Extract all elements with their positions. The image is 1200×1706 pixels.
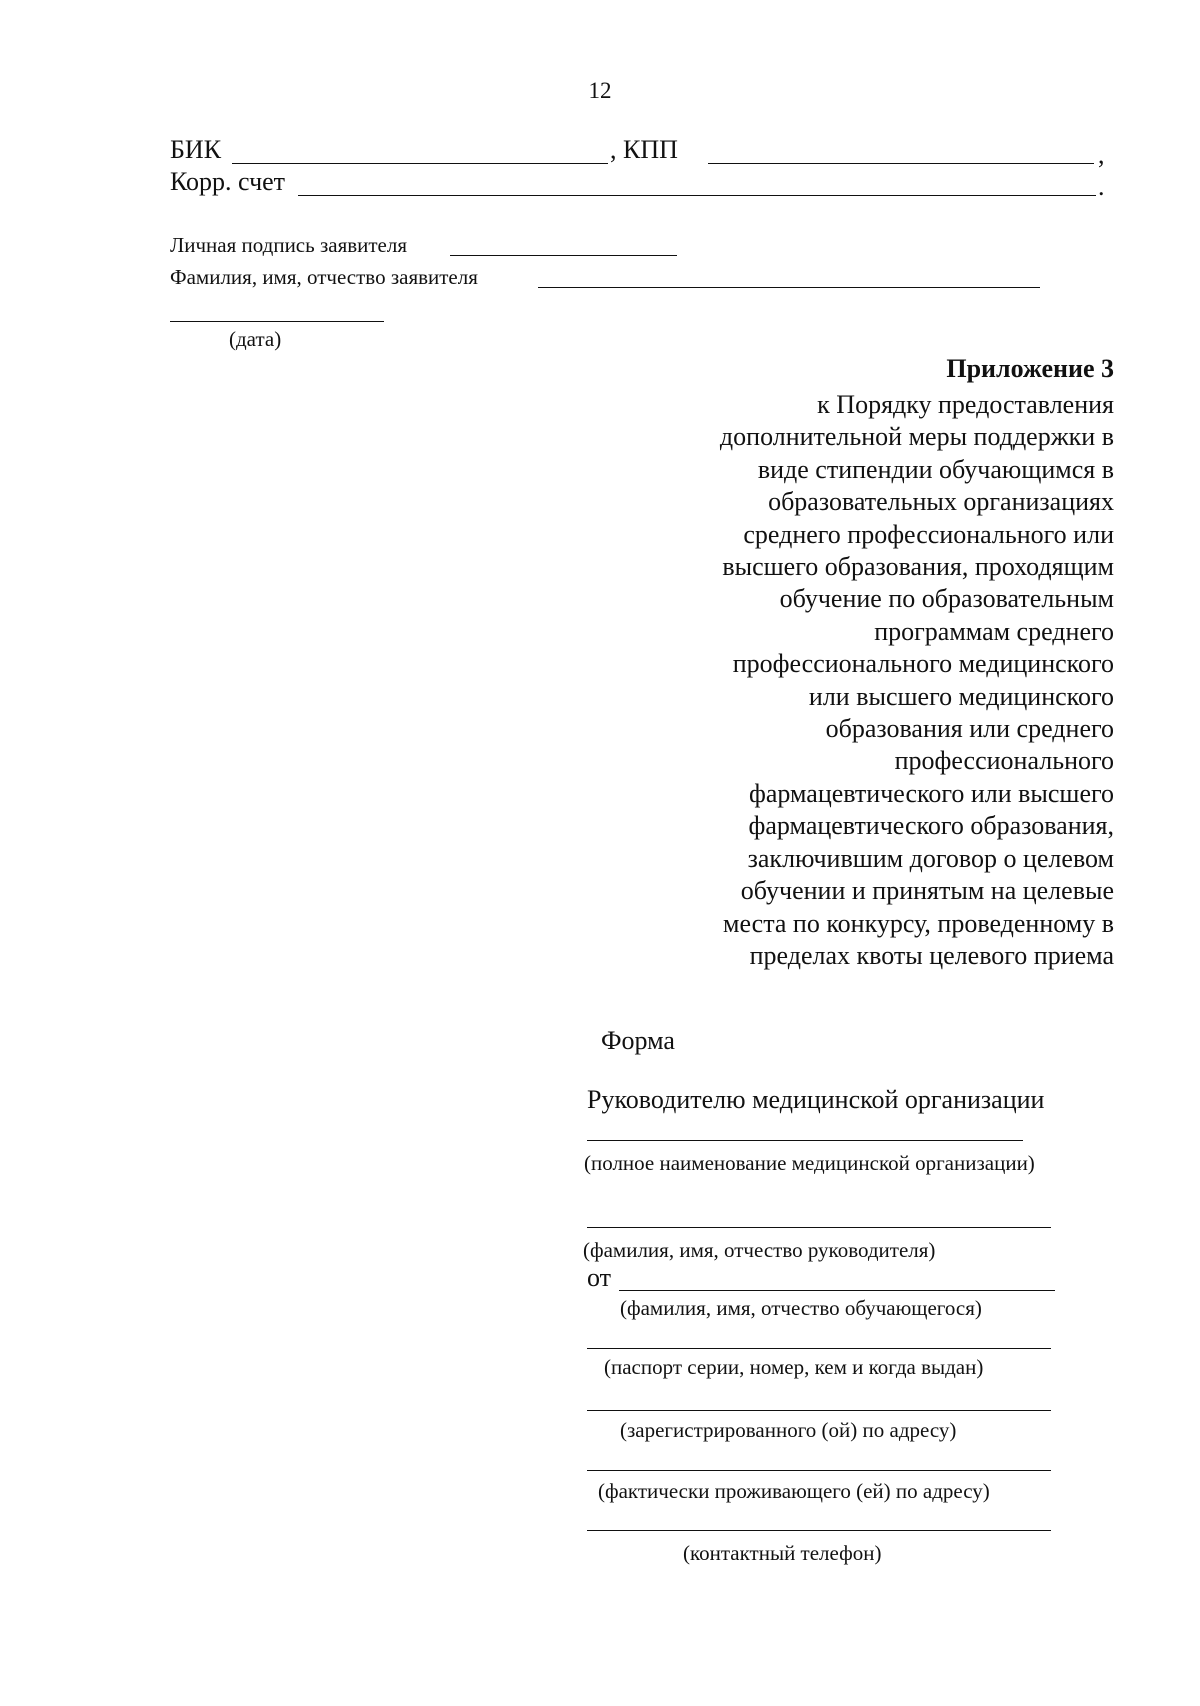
appendix-caption-line: места по конкурсу, проведенному в <box>723 908 1114 938</box>
kpp-line-end: , <box>1098 140 1105 169</box>
date-caption: (дата) <box>229 327 282 351</box>
corr-account-end: . <box>1098 172 1105 201</box>
form-label: Форма <box>601 1026 675 1055</box>
passport-line <box>587 1348 1051 1349</box>
applicant-fio-label: Фамилия, имя, отчество заявителя <box>170 265 478 289</box>
passport-caption: (паспорт серии, номер, кем и когда выдан) <box>604 1355 984 1379</box>
student-fio-caption: (фамилия, имя, отчество обучающегося) <box>620 1296 982 1320</box>
appendix-caption-line: программам среднего <box>874 616 1114 646</box>
registered-address-caption: (зарегистрированного (ой) по адресу) <box>620 1418 957 1442</box>
appendix-caption-line: виде стипендии обучающимся в <box>757 454 1114 484</box>
actual-address-caption: (фактически проживающего (ей) по адресу) <box>598 1479 990 1503</box>
from-label: от <box>587 1263 612 1292</box>
student-fio-line <box>619 1290 1055 1291</box>
phone-line <box>587 1530 1051 1531</box>
head-fio-caption: (фамилия, имя, отчество руководителя) <box>583 1238 936 1262</box>
appendix-caption-line: обучение по образовательным <box>779 584 1114 614</box>
appendix-caption-line: профессионального <box>894 746 1114 776</box>
org-name-caption: (полное наименование медицинской организации) <box>584 1151 1035 1175</box>
appendix-caption <box>594 389 1114 972</box>
appendix-caption-line: среднего профессионального или <box>743 519 1114 549</box>
appendix-caption-line: пределах квоты целевого приема <box>749 940 1114 970</box>
bik-label: БИК <box>170 135 222 164</box>
appendix-caption-line: высшего образования, проходящим <box>722 552 1114 582</box>
corr-account-line <box>298 195 1096 196</box>
corr-account-label: Корр. счет <box>170 167 286 196</box>
applicant-fio-line <box>538 287 1040 288</box>
appendix-caption-line: профессионального медицинского <box>732 649 1114 679</box>
date-line <box>170 321 384 322</box>
appendix-caption-line: образовательных организациях <box>768 487 1114 517</box>
signature-line <box>450 255 677 256</box>
appendix-title: Приложение 3 <box>946 354 1114 383</box>
head-fio-line <box>587 1227 1051 1228</box>
appendix-caption-line: к Порядку предоставления <box>817 390 1114 419</box>
appendix-caption-line: фармацевтического или высшего <box>749 778 1114 808</box>
kpp-label: , КПП <box>610 135 678 164</box>
phone-caption: (контактный телефон) <box>683 1541 882 1565</box>
appendix-caption-line: образования или среднего <box>825 714 1114 744</box>
addressee-heading: Руководителю медицинской организации <box>587 1085 1045 1114</box>
appendix-caption-line: или высшего медицинского <box>808 681 1114 711</box>
org-name-line <box>587 1140 1023 1141</box>
bik-line <box>232 163 608 164</box>
page-number: 12 <box>588 78 612 103</box>
kpp-line <box>708 163 1094 164</box>
registered-address-line <box>587 1410 1051 1411</box>
appendix-caption-line: фармацевтического образования, <box>748 811 1114 841</box>
signature-label: Личная подпись заявителя <box>170 233 408 257</box>
appendix-caption-line: заключившим договор о целевом <box>747 843 1114 873</box>
actual-address-line <box>587 1470 1051 1471</box>
appendix-caption-line: обучении и принятым на целевые <box>740 876 1114 906</box>
appendix-caption-line: дополнительной меры поддержки в <box>719 422 1114 452</box>
